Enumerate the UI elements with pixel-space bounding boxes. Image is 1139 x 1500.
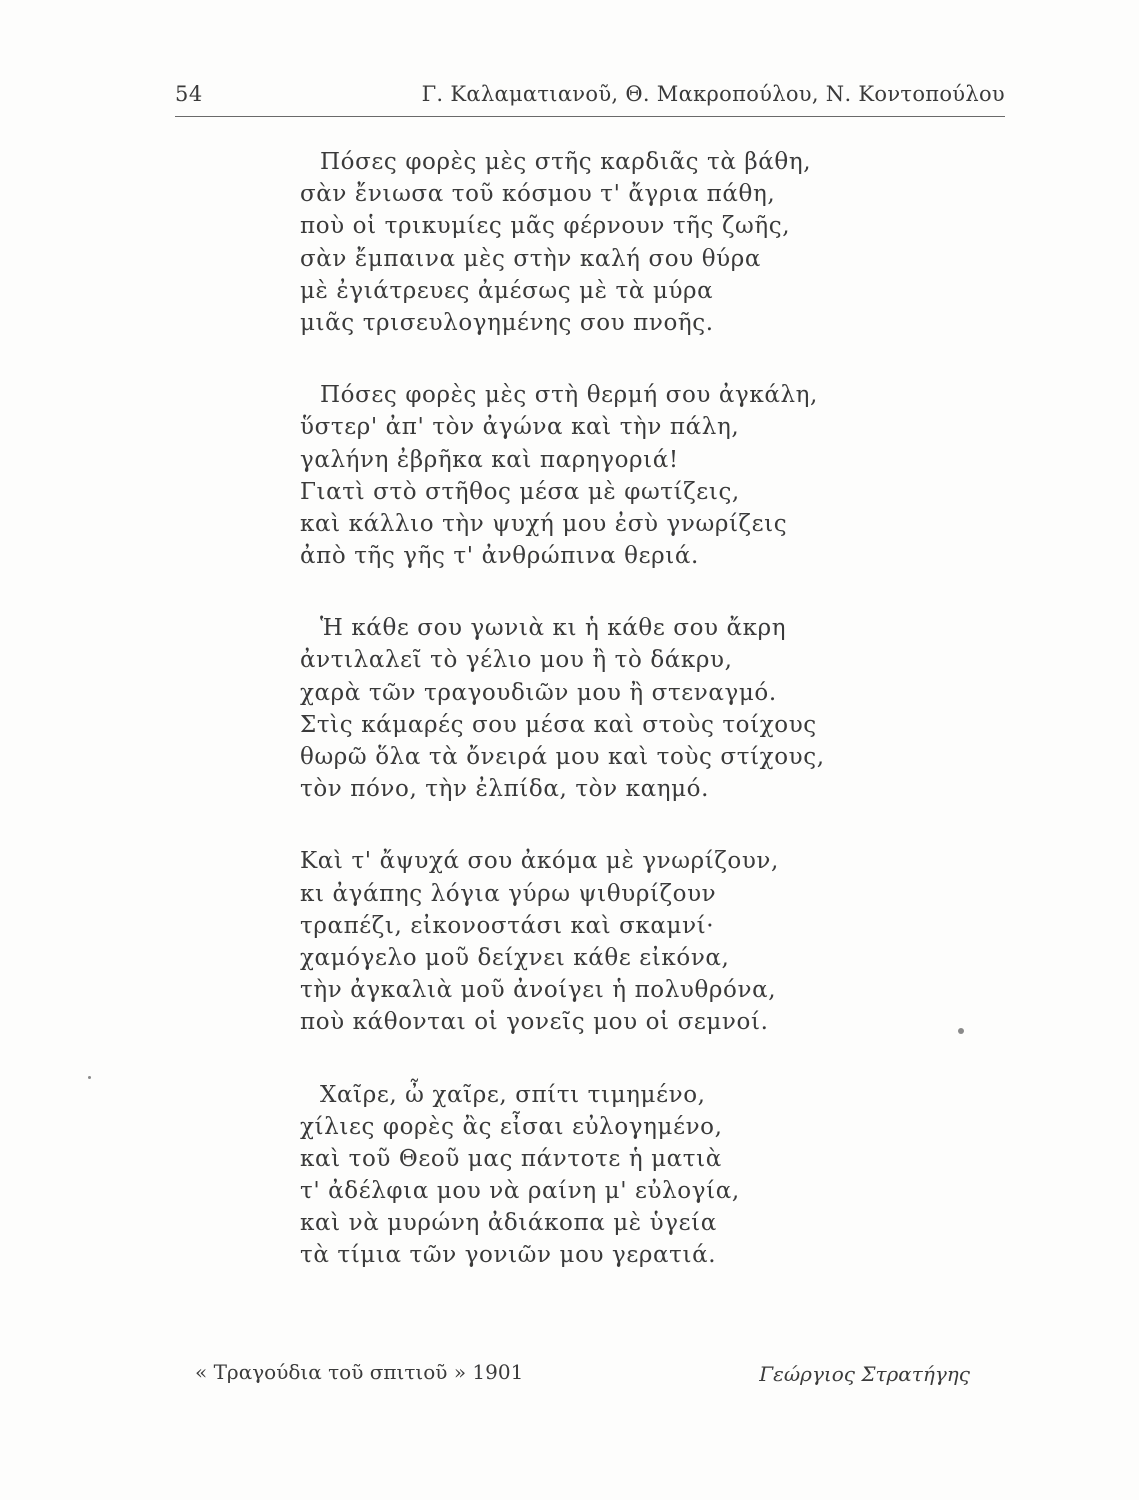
poem-line: καὶ κάλλιο τὴν ψυχή μου ἐσὺ γνωρίζεις xyxy=(300,510,788,537)
poem-line: Ἡ κάθε σου γωνιὰ κι ἡ κάθε σου ἄκρη xyxy=(320,615,787,642)
poem-line: ὕστερ' ἀπ' τὸν ἀγώνα καὶ τὴν πάλη, xyxy=(300,414,740,441)
poem-line: ἀπὸ τῆς γῆς τ' ἀνθρώπινα θεριά. xyxy=(300,543,699,570)
poem-line: Καὶ τ' ἄψυχά σου ἀκόμα μὲ γνωρίζουν, xyxy=(300,848,779,875)
poem-line: Στὶς κάμαρές σου μέσα καὶ στοὺς τοίχους xyxy=(300,711,817,738)
scan-speck xyxy=(958,1028,964,1034)
page-number: 54 xyxy=(175,82,203,106)
poem-line: τὰ τίμια τῶν γονιῶν μου γερατιά. xyxy=(300,1242,717,1269)
poem-line: σὰν ἔνιωσα τοῦ κόσμου τ' ἄγρια πάθη, xyxy=(300,181,776,208)
stanza xyxy=(300,845,860,1038)
stanza xyxy=(300,612,860,805)
poem-line: τὴν ἀγκαλιὰ μοῦ ἀνοίγει ἡ πολυθρόνα, xyxy=(300,977,777,1004)
poem xyxy=(300,146,860,1272)
poem-line: καὶ τοῦ Θεοῦ μας πάντοτε ἡ ματιὰ xyxy=(300,1145,722,1172)
poem-line: Γιατὶ στὸ στῆθος μέσα μὲ φωτίζεις, xyxy=(300,478,740,505)
page-footer xyxy=(195,1352,970,1392)
poem-line: καὶ νὰ μυρώνη ἀδιάκοπα μὲ ὑγεία xyxy=(300,1210,717,1237)
poem-line: μὲ ἐγιάτρευες ἀμέσως μὲ τὰ μύρα xyxy=(300,277,714,304)
stanza xyxy=(300,379,860,572)
poem-line: χίλιες φορὲς ἂς εἶσαι εὐλογημένο, xyxy=(300,1113,723,1140)
author-signature: Γεώργιος Στρατήγης xyxy=(759,1362,970,1386)
poem-line: τὸν πόνο, τὴν ἐλπίδα, τὸν καημό. xyxy=(300,776,709,803)
poem-line: σὰν ἔμπαινα μὲς στὴν καλή σου θύρα xyxy=(300,245,761,272)
header-rule xyxy=(175,116,1005,117)
source-citation: « Τραγούδια τοῦ σπιτιοῦ » 1901 xyxy=(195,1360,524,1384)
page-header xyxy=(175,72,1005,116)
poem-line: χαμόγελο μοῦ δείχνει κάθε εἰκόνα, xyxy=(300,944,730,971)
poem-line: τ' ἀδέλφια μου νὰ ραίνη μ' εὐλογία, xyxy=(300,1178,740,1205)
poem-line: τραπέζι, εἰκονοστάσι καὶ σκαμνί· xyxy=(300,912,715,939)
poem-line: ἀντιλαλεῖ τὸ γέλιο μου ἢ τὸ δάκρυ, xyxy=(300,647,733,674)
poem-line: μιᾶς τρισευλογημένης σου πνοῆς. xyxy=(300,309,714,336)
poem-line: γαλήνη ἐβρῆκα καὶ παρηγοριά! xyxy=(300,446,679,473)
scan-speck xyxy=(88,1076,91,1079)
stanza xyxy=(300,146,860,339)
poem-line: χαρὰ τῶν τραγουδιῶν μου ἢ στεναγμό. xyxy=(300,679,777,706)
poem-line: Πόσες φορὲς μὲς στῆς καρδιᾶς τὰ βάθη, xyxy=(320,149,812,175)
stanza xyxy=(300,1079,860,1272)
poem-line: ποὺ οἱ τρικυμίες μᾶς φέρνουν τῆς ζωῆς, xyxy=(300,213,791,240)
poem-line: ποὺ κάθονται οἱ γονεῖς μου οἱ σεμνοί. xyxy=(300,1009,769,1036)
poem-line: Πόσες φορὲς μὲς στὴ θερμή σου ἀγκάλη, xyxy=(320,382,818,409)
poem-line: κι ἀγάπης λόγια γύρω ψιθυρίζουν xyxy=(300,880,717,907)
poem-line: Χαῖρε, ὦ χαῖρε, σπίτι τιμημένο, xyxy=(320,1081,706,1108)
poem-line: θωρῶ ὅλα τὰ ὄνειρά μου καὶ τοὺς στίχους, xyxy=(300,744,825,770)
running-head: Γ. Καλαματιανοῦ, Θ. Μακροπούλου, Ν. Κοντοπούλου xyxy=(421,82,1005,106)
